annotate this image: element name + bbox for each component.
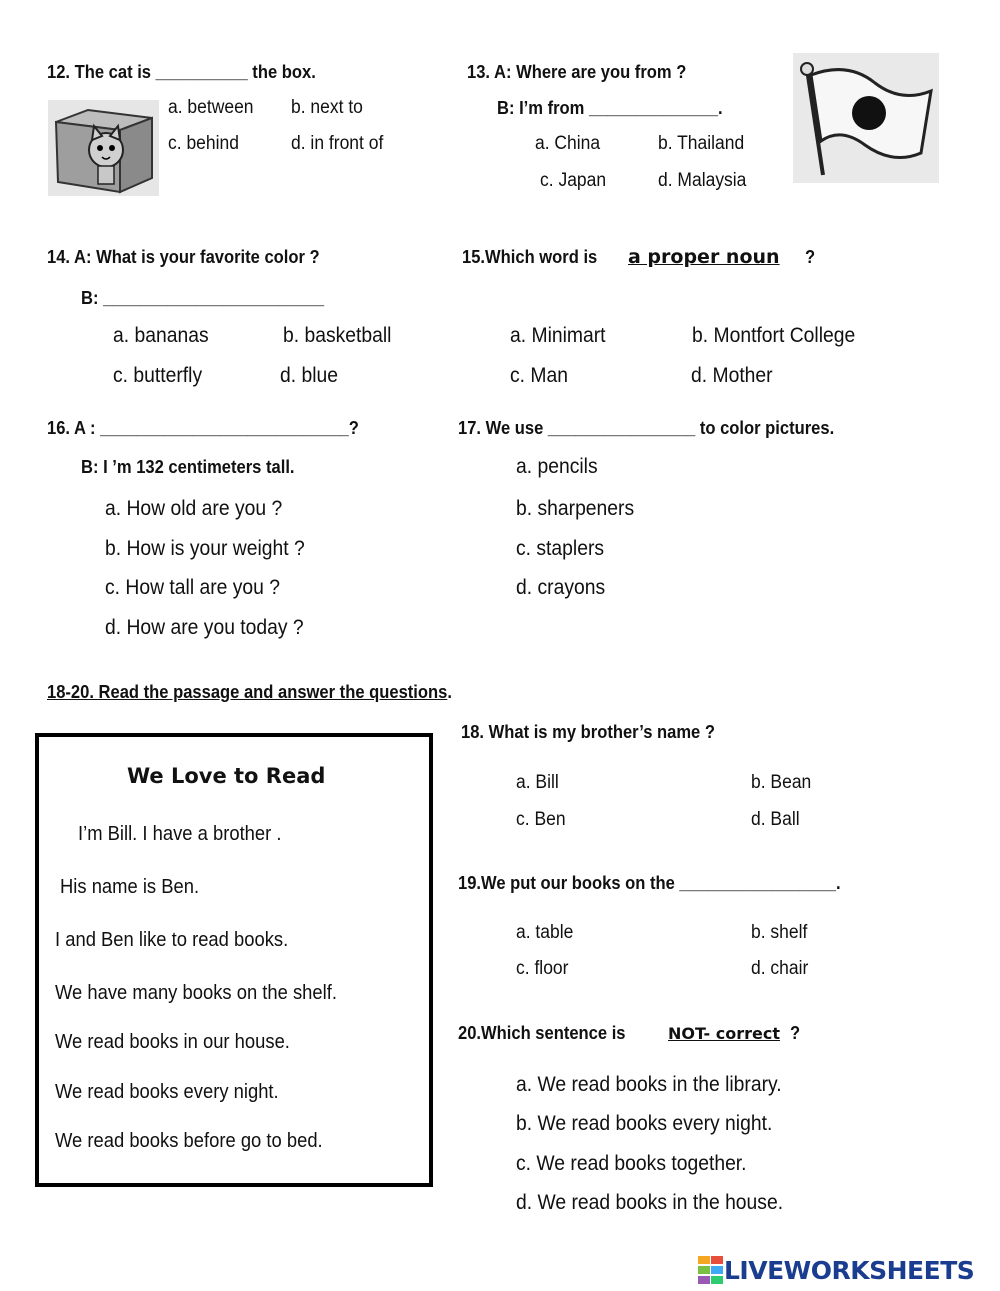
liveworksheets-logo-icon xyxy=(698,1256,724,1284)
q18-option-d: d. Ball xyxy=(751,809,800,830)
q16-b-line: B: I ’m 132 centimeters tall. xyxy=(81,457,295,477)
q19-option-b: b. shelf xyxy=(751,922,808,943)
q17-option-d: d. crayons xyxy=(516,576,606,599)
q18-option-b: b. Bean xyxy=(751,772,812,793)
q13-prompt: 13. A: Where are you from ? xyxy=(467,62,687,82)
section-heading-text: 18-20. Read the passage and answer the questions xyxy=(47,682,448,702)
q13-option-c: c. Japan xyxy=(540,170,607,191)
passage-line: I and Ben like to read books. xyxy=(55,929,289,951)
q16-prompt: 16. A : ___________________________? xyxy=(47,418,359,438)
cat-in-box-image xyxy=(48,100,159,196)
q14-option-b: b. basketball xyxy=(283,324,392,347)
q12-option-c: c. behind xyxy=(168,133,239,154)
section-heading xyxy=(47,681,452,703)
q13-b-line: B: I’m from ______________. xyxy=(497,98,723,118)
q20-prompt-emphasis: NOT- correct xyxy=(668,1024,781,1043)
q17-option-c: c. staplers xyxy=(516,537,605,560)
q20-option-c: c. We read books together. xyxy=(516,1152,747,1175)
q16-option-d: d. How are you today ? xyxy=(105,616,304,639)
q16-option-c: c. How tall are you ? xyxy=(105,576,281,599)
q12-prompt: 12. The cat is __________ the box. xyxy=(47,62,316,82)
passage-line: His name is Ben. xyxy=(60,876,200,898)
q20-prompt-end: ? xyxy=(790,1023,801,1043)
flag-icon xyxy=(793,53,939,183)
passage-line: We read books in our house. xyxy=(55,1031,290,1053)
japan-flag-image xyxy=(793,53,939,183)
q14-prompt: 14. A: What is your favorite color ? xyxy=(47,247,320,267)
passage-line: We read books every night. xyxy=(55,1081,279,1103)
q20-option-a: a. We read books in the library. xyxy=(516,1073,782,1096)
passage-line: I’m Bill. I have a brother . xyxy=(78,823,282,845)
passage-box xyxy=(35,733,433,1187)
q19-option-a: a. table xyxy=(516,922,574,943)
liveworksheets-logo[interactable] xyxy=(698,1253,974,1287)
passage-line: We read books before go to bed. xyxy=(55,1130,323,1152)
q12-option-d: d. in front of xyxy=(291,133,384,154)
q18-option-c: c. Ben xyxy=(516,809,566,830)
q15-prompt-emphasis: a proper noun xyxy=(628,246,780,268)
q12-option-a: a. between xyxy=(168,97,254,118)
q17-option-a: a. pencils xyxy=(516,455,598,478)
q15-option-d: d. Mother xyxy=(691,364,773,387)
q16-option-a: a. How old are you ? xyxy=(105,497,283,520)
q17-prompt: 17. We use ________________ to color pictures. xyxy=(458,418,835,438)
q14-option-a: a. bananas xyxy=(113,324,209,347)
cat-in-box-icon xyxy=(48,100,159,196)
q13-option-b: b. Thailand xyxy=(658,133,745,154)
q19-prompt: 19.We put our books on the _________________. xyxy=(458,873,841,893)
q15-prompt: 15.Which word is xyxy=(462,247,598,267)
q16-option-b: b. How is your weight ? xyxy=(105,537,305,560)
q20-option-b: b. We read books every night. xyxy=(516,1112,773,1135)
q19-option-d: d. chair xyxy=(751,958,809,979)
q18-prompt: 18. What is my brother’s name ? xyxy=(461,722,715,742)
q19-option-c: c. floor xyxy=(516,958,569,979)
passage-title: We Love to Read xyxy=(127,764,326,788)
q12-option-b: b. next to xyxy=(291,97,363,118)
q14-option-c: c. butterfly xyxy=(113,364,203,387)
q17-option-b: b. sharpeners xyxy=(516,497,635,520)
q15-option-b: b. Montfort College xyxy=(692,324,856,347)
q20-option-d: d. We read books in the house. xyxy=(516,1191,784,1214)
q15-option-c: c. Man xyxy=(510,364,568,387)
q15-prompt-end: ? xyxy=(805,247,816,267)
q14-b-line: B: ________________________ xyxy=(81,288,325,308)
q13-option-a: a. China xyxy=(535,133,601,154)
q20-prompt: 20.Which sentence is xyxy=(458,1023,626,1043)
q15-option-a: a. Minimart xyxy=(510,324,606,347)
q18-option-a: a. Bill xyxy=(516,772,559,793)
q14-option-d: d. blue xyxy=(280,364,339,387)
q13-option-d: d. Malaysia xyxy=(658,170,747,191)
logo-text: LIVEWORKSHEETS xyxy=(724,1255,975,1285)
section-heading-dot: . xyxy=(447,682,452,702)
passage-line: We have many books on the shelf. xyxy=(55,982,337,1004)
